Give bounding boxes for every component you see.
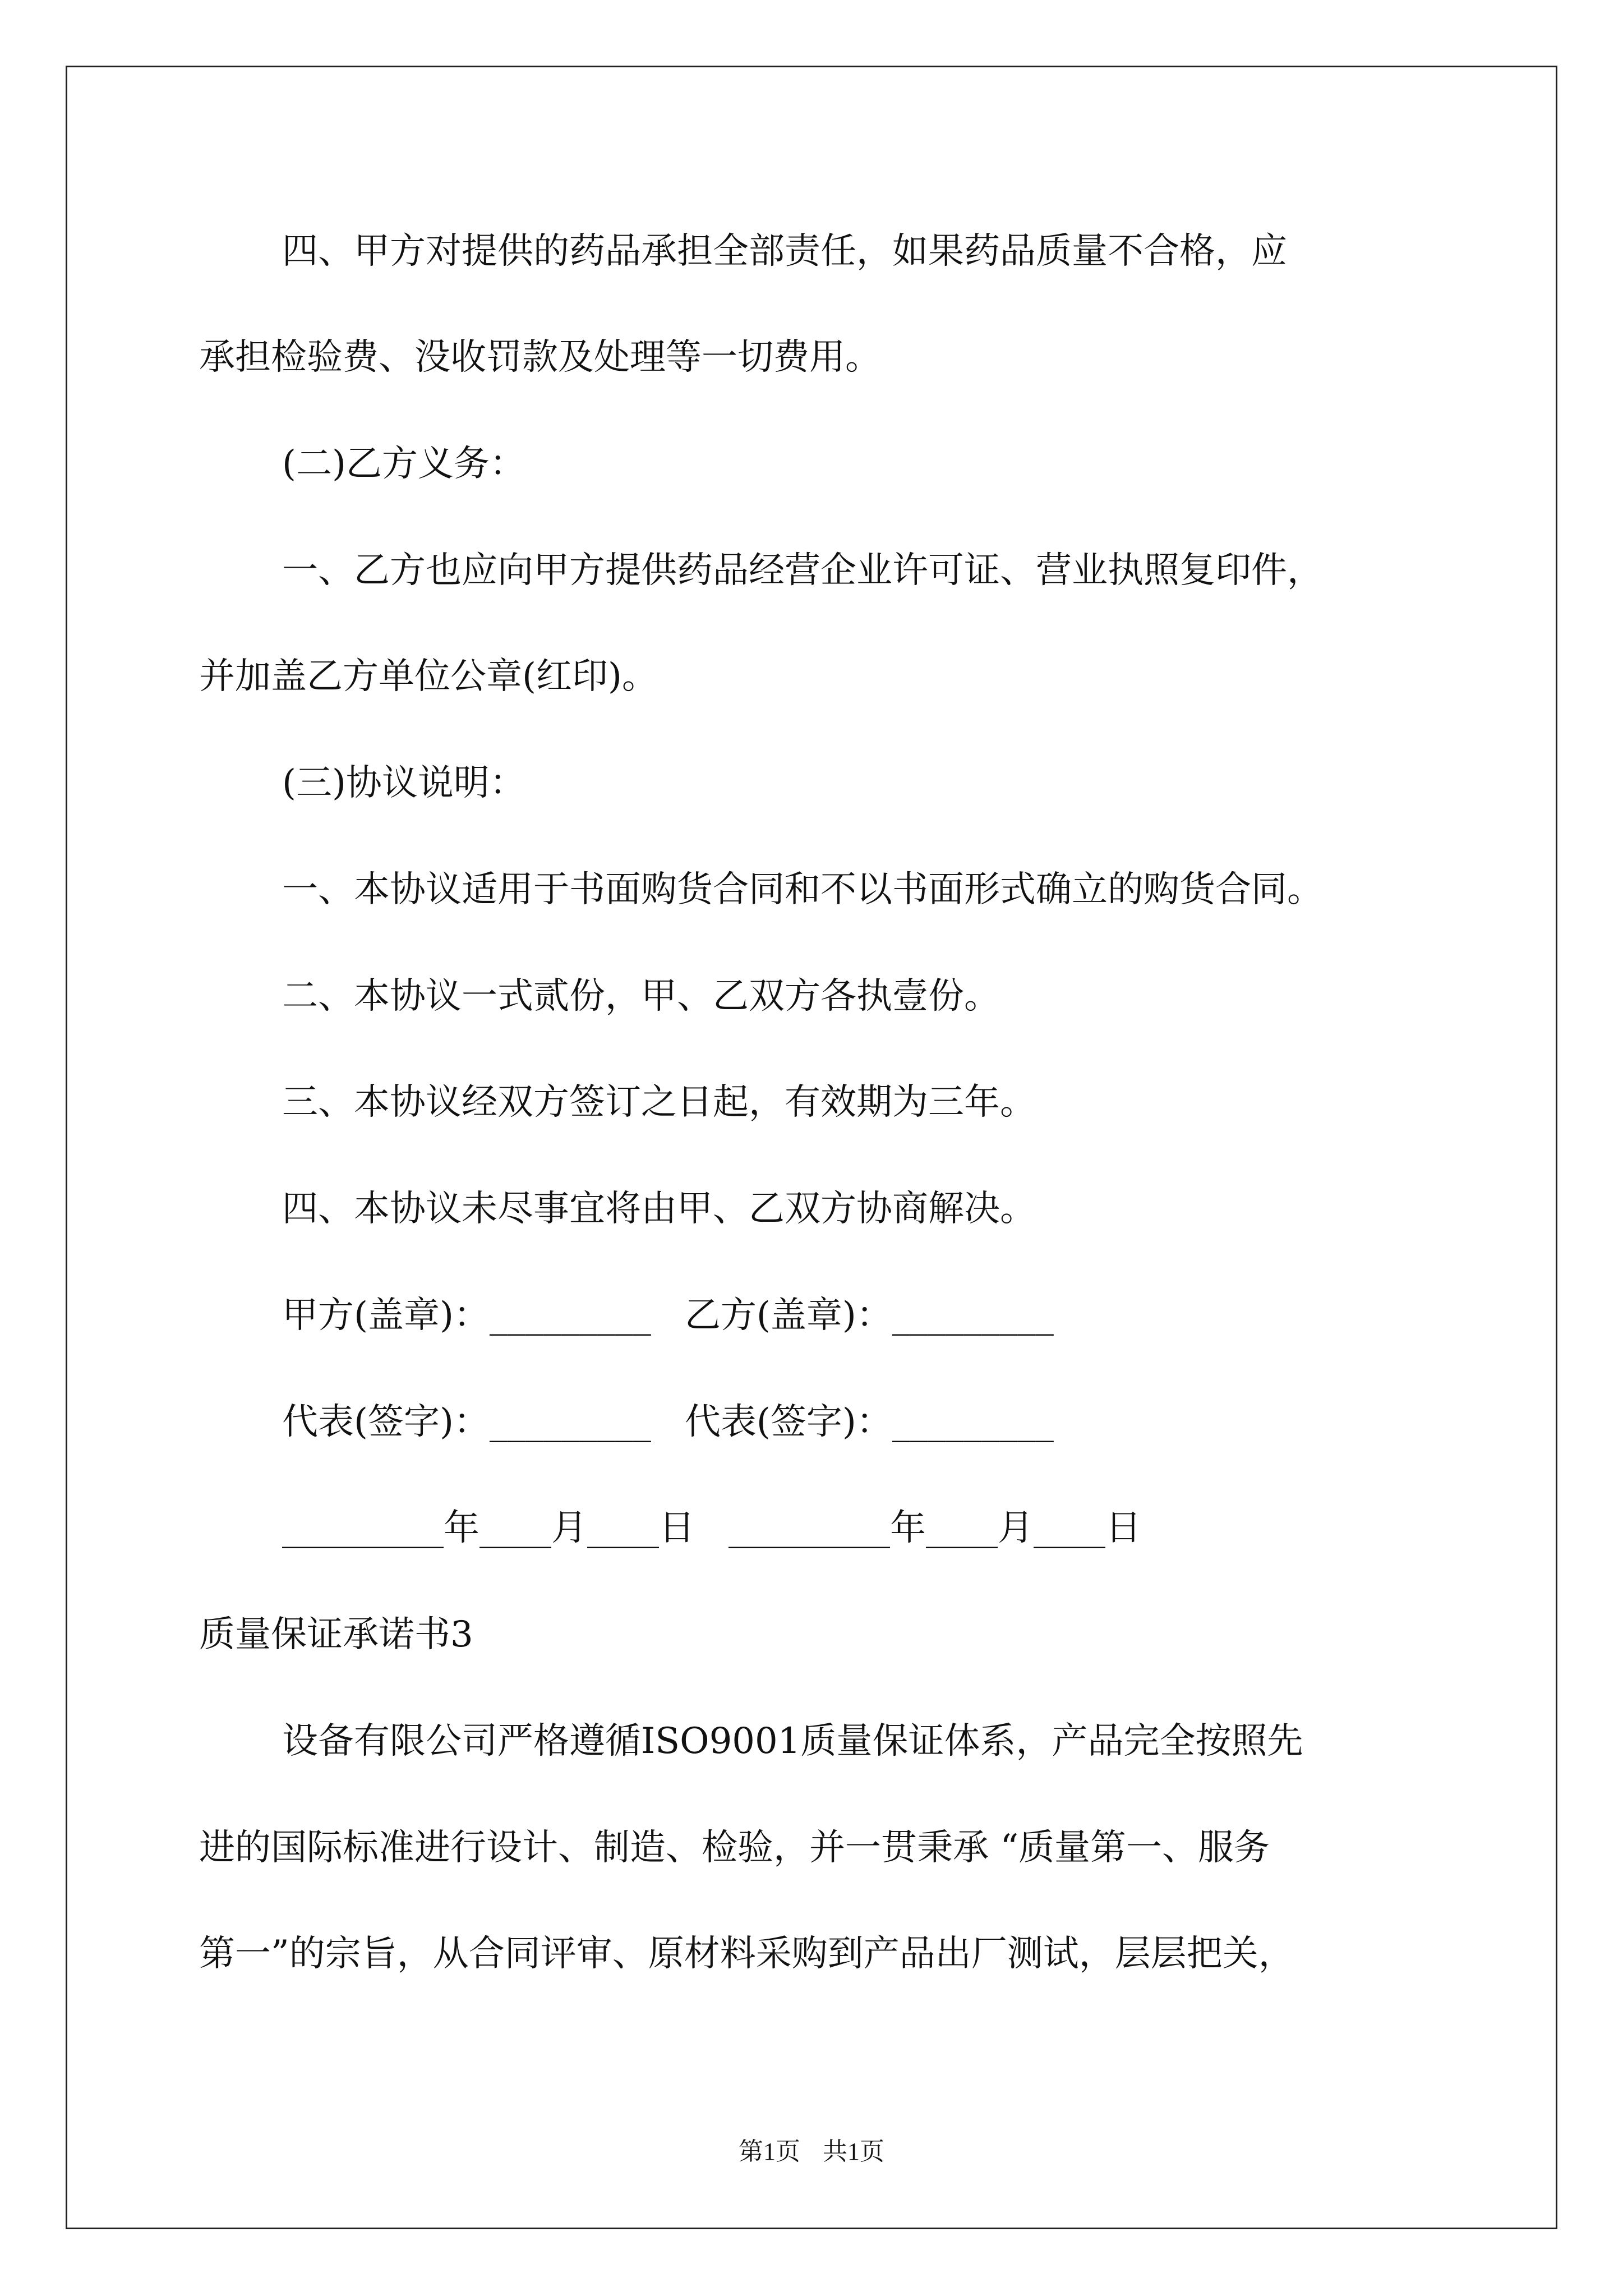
page-footer — [0, 2136, 1623, 2168]
rep-a-signature: 代表(签字)：_________ — [282, 1401, 651, 1443]
note-2: 二、本协议一式贰份，甲、乙双方各执壹份。 — [282, 976, 1000, 1017]
note-1: 一、本协议适用于书面购货合同和不以书面形式确立的购货合同。 — [282, 869, 1323, 910]
heading-party-b-obligations: (二)乙方义务： — [282, 443, 525, 485]
party-b-seal: 乙方(盖章)：_________ — [684, 1295, 1054, 1336]
commitment-line3: 第一”的宗旨，从合同评审、原材料采购到产品出厂测试，层层把关， — [199, 1933, 1294, 1975]
clause-b1-line1: 一、乙方也应向甲方提供药品经营企业许可证、营业执照复印件， — [282, 550, 1323, 591]
heading-agreement-notes: (三)协议说明： — [282, 762, 525, 804]
page-number: 第1页 — [739, 2138, 800, 2165]
commitment-line2: 进的国际标准进行设计、制造、检验，并一贯秉承 “质量第一、服务 — [199, 1827, 1270, 1869]
date-b: _________年____月____日 — [728, 1507, 1141, 1549]
clause-a4-line1: 四、甲方对提供的药品承担全部责任，如果药品质量不合格，应 — [282, 231, 1287, 272]
signature-row — [282, 1400, 1054, 1444]
commitment-line1: 设备有限公司严格遵循ISO9001质量保证体系，产品完全按照先 — [282, 1720, 1303, 1762]
note-3: 三、本协议经双方签订之日起，有效期为三年。 — [282, 1082, 1036, 1123]
clause-a4-line2: 承担检验费、没收罚款及处理等一切费用。 — [199, 337, 881, 378]
clause-b1-line2: 并加盖乙方单位公章(红印)。 — [199, 656, 658, 697]
date-row — [282, 1506, 1141, 1550]
page-border — [66, 66, 1557, 2229]
rep-b-signature: 代表(签字)：_________ — [684, 1401, 1054, 1443]
date-a: _________年____月____日 — [282, 1507, 695, 1549]
seal-row — [282, 1293, 1054, 1338]
page-total: 共1页 — [823, 2138, 884, 2165]
party-a-seal: 甲方(盖章)：_________ — [282, 1295, 651, 1336]
section-title: 质量保证承诺书3 — [199, 1614, 473, 1655]
note-4: 四、本协议未尽事宜将由甲、乙双方协商解决。 — [282, 1188, 1036, 1230]
